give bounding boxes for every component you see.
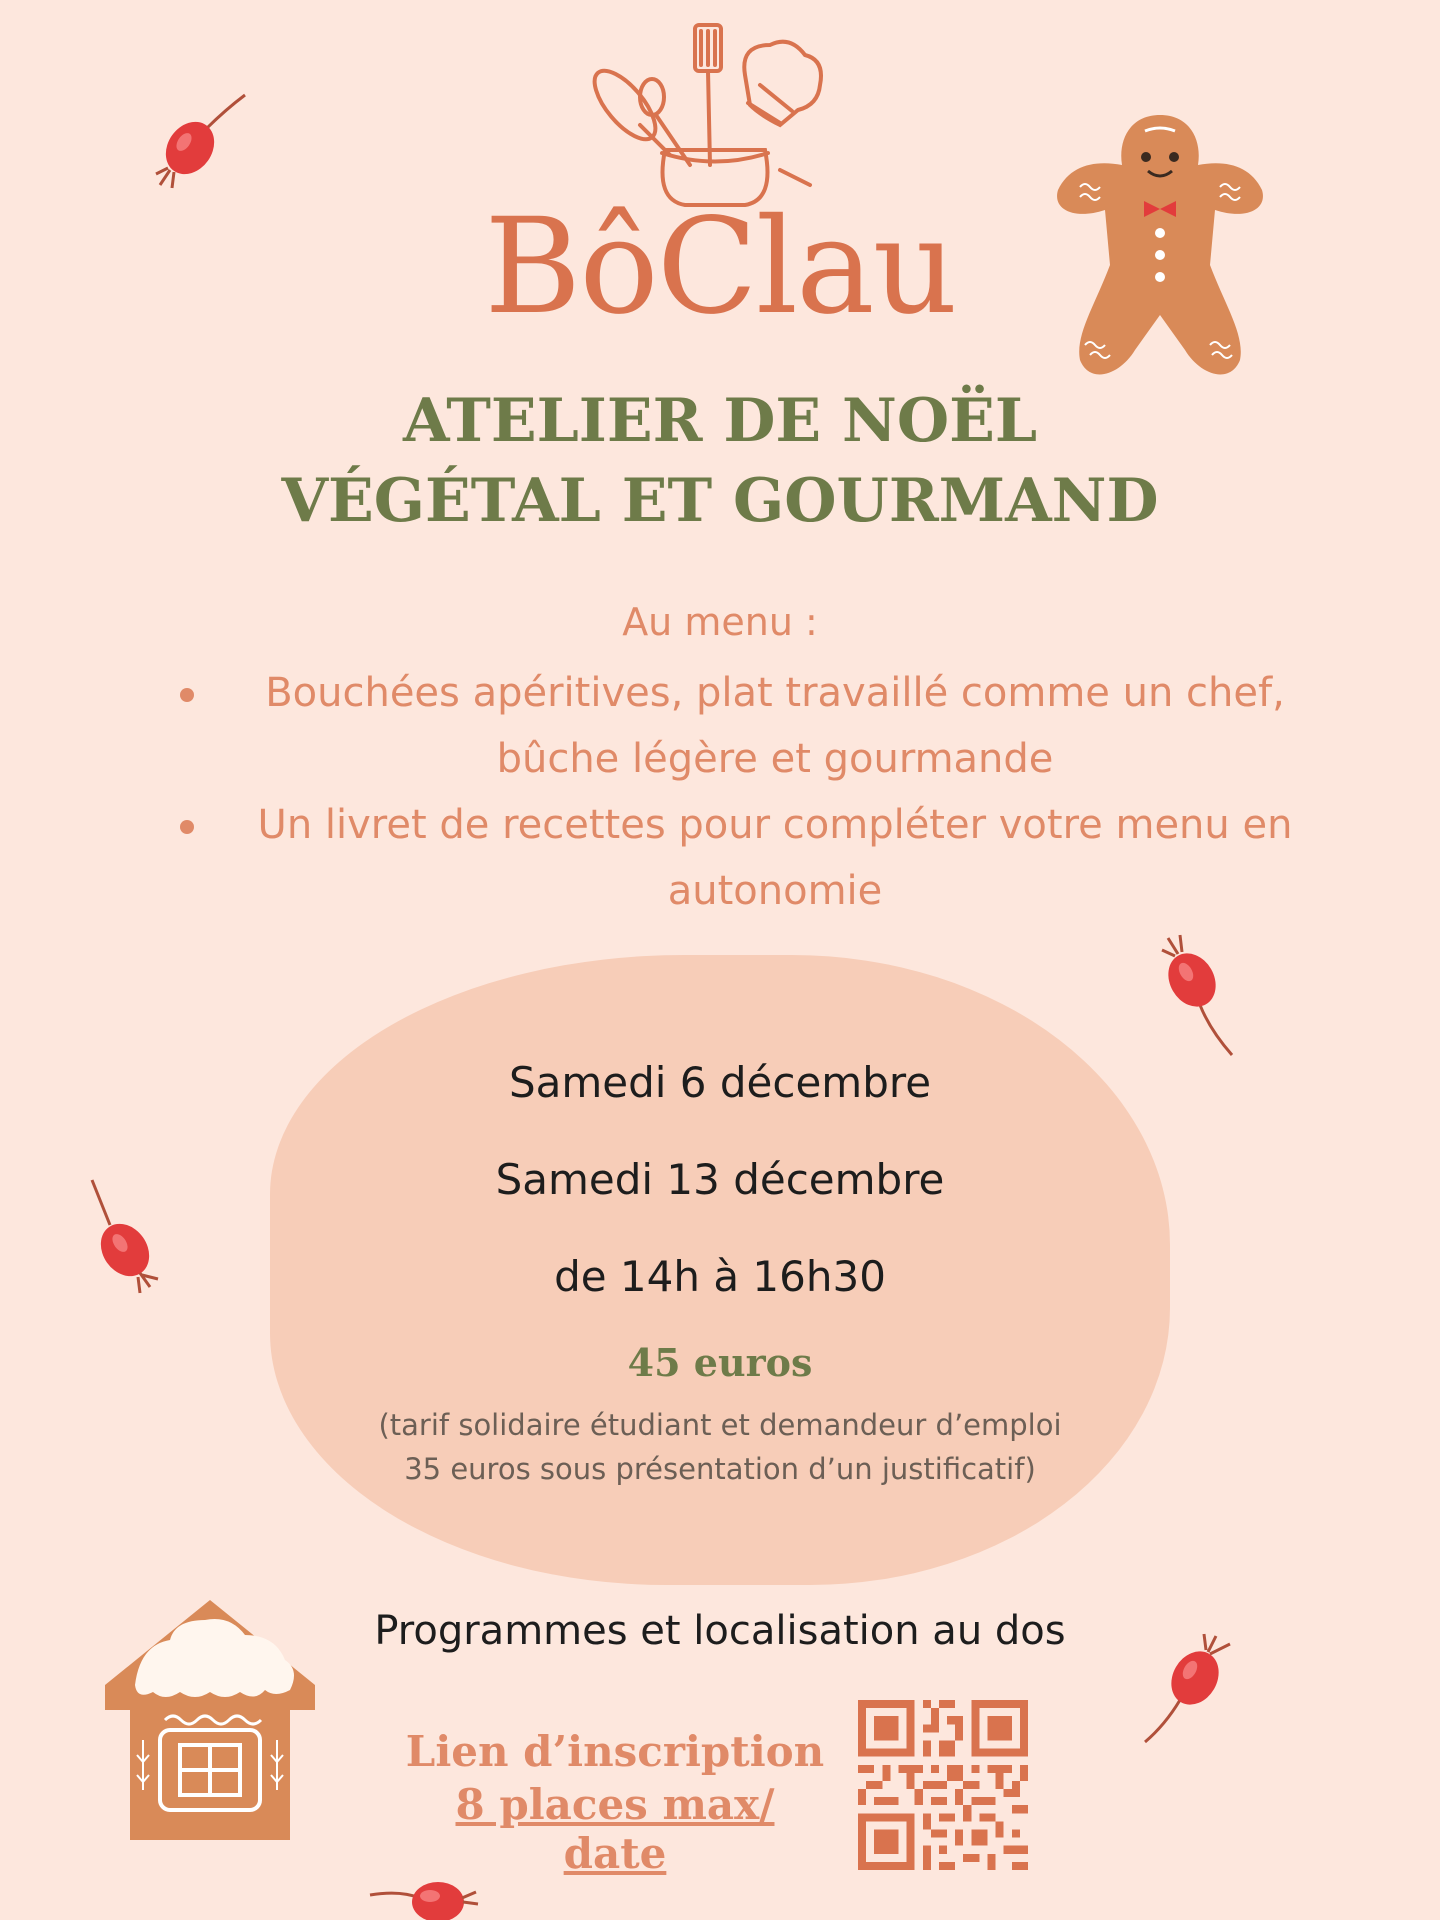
- price: 45 euros: [627, 1340, 813, 1385]
- brand-logo: BôClau: [484, 190, 956, 344]
- programme-note: Programmes et localisation au dos: [374, 1608, 1066, 1654]
- event-title-line-2: VÉGÉTAL ET GOURMAND: [281, 466, 1159, 536]
- menu-list: [180, 660, 1320, 924]
- rosehip-berry-icon: [150, 90, 260, 200]
- places-limit: 8 places max/ date: [455, 1780, 775, 1878]
- bullet-icon: [180, 820, 194, 834]
- list-item: [180, 792, 1320, 924]
- tarif-note-line-1: (tarif solidaire étudiant et demandeur d’emploi: [378, 1408, 1062, 1442]
- event-title-line-1: ATELIER DE NOËL: [402, 386, 1038, 456]
- gingerbread-house-icon: [95, 1590, 325, 1850]
- qr-code-icon[interactable]: [858, 1700, 1028, 1870]
- tarif-note-line-2: 35 euros sous présentation d’un justificatif): [404, 1452, 1036, 1486]
- bullet-icon: [180, 688, 194, 702]
- kitchen-utensils-icon: [570, 15, 850, 215]
- menu-item-label: Bouchées apéritives, plat travaillé comme un chef, bûche légère et gourmande: [265, 670, 1285, 782]
- date-1: Samedi 6 décembre: [508, 1058, 932, 1107]
- gingerbread-man-icon: [1050, 105, 1270, 395]
- inscription-link[interactable]: Lien d’inscription: [405, 1727, 825, 1776]
- menu-item-label: Un livret de recettes pour compléter votre menu en autonomie: [257, 802, 1293, 914]
- menu-heading: Au menu :: [622, 600, 818, 644]
- list-item: [180, 660, 1320, 792]
- time-range: de 14h à 16h30: [554, 1252, 886, 1301]
- date-2: Samedi 13 décembre: [495, 1155, 945, 1204]
- rosehip-berry-icon: [1150, 930, 1240, 1060]
